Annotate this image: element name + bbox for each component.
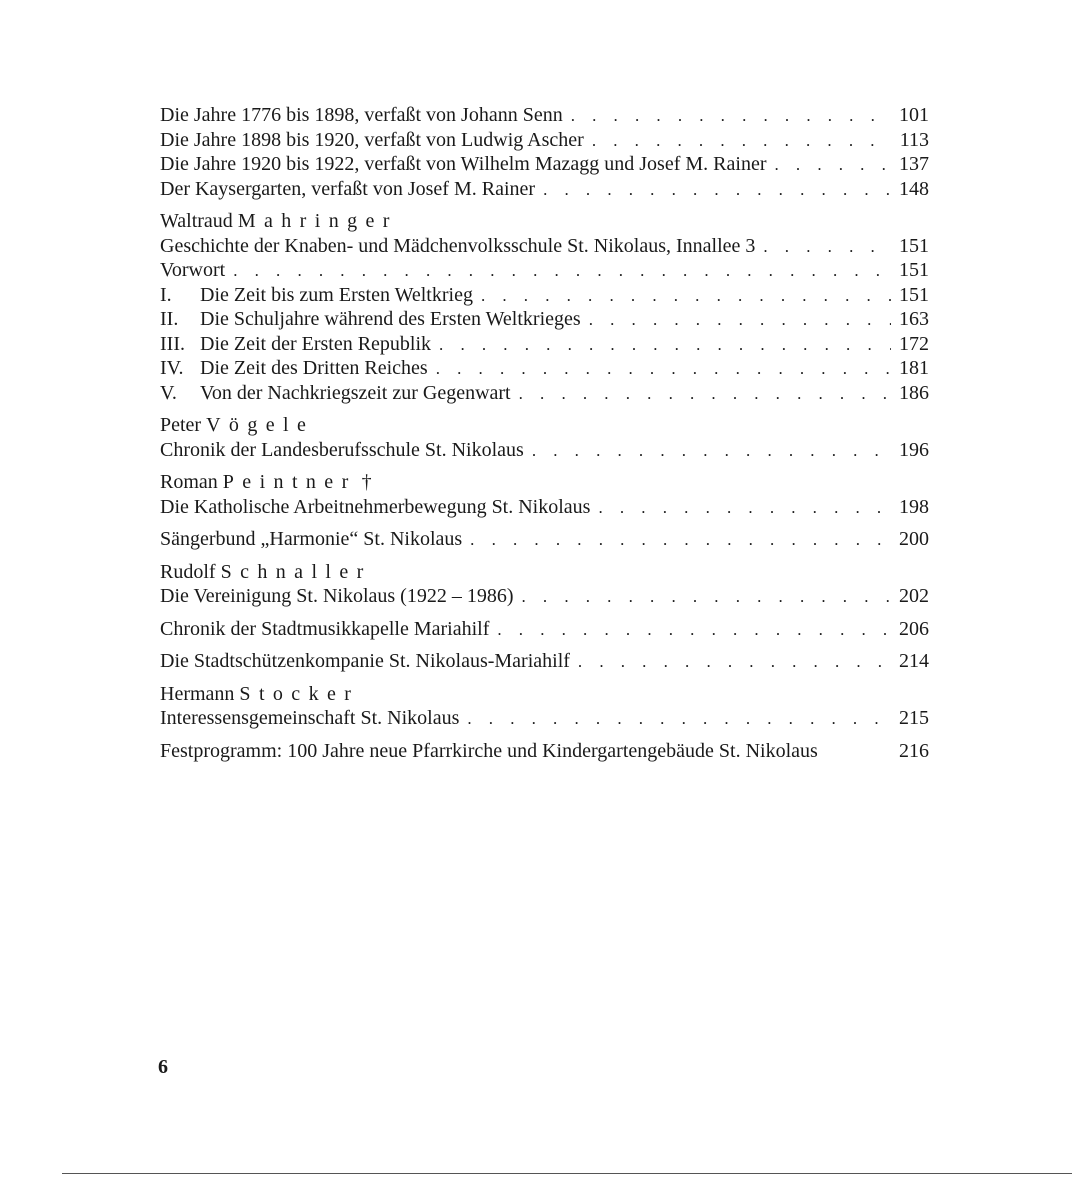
entry-page-number: 196 bbox=[899, 438, 929, 461]
entry-title: Sängerbund „Harmonie“ St. Nikolaus bbox=[160, 528, 463, 550]
toc-entry bbox=[160, 258, 929, 283]
entry-page-number: 113 bbox=[899, 128, 929, 151]
dot-leader bbox=[467, 707, 891, 732]
dot-leader bbox=[470, 528, 891, 553]
entry-page-number: 151 bbox=[899, 283, 929, 306]
dot-leader bbox=[589, 308, 891, 333]
author-line bbox=[160, 682, 929, 707]
entry-title: Die Vereinigung St. Nikolaus (1922 – 1986) bbox=[160, 585, 514, 607]
toc-entry bbox=[160, 438, 929, 463]
entry-page-number: 214 bbox=[899, 650, 929, 672]
entry-page-number: 151 bbox=[899, 234, 929, 257]
entry-title: Die Stadtschützenkompanie St. Nikolaus-Mariahilf bbox=[160, 650, 570, 672]
toc-block bbox=[160, 103, 929, 201]
chapter-number: IV. bbox=[160, 357, 184, 379]
chapter-number: V. bbox=[160, 381, 177, 404]
dot-leader bbox=[481, 284, 891, 309]
entry-page-number: 206 bbox=[899, 617, 929, 640]
entry-page-number: 202 bbox=[899, 585, 929, 607]
entry-title: Chronik der Landesberufsschule St. Nikolaus bbox=[160, 438, 524, 461]
author-first-name: Rudolf bbox=[160, 560, 221, 583]
entry-page-number: 163 bbox=[899, 308, 929, 330]
toc-entry bbox=[160, 584, 929, 609]
author-surname: Peintner bbox=[222, 471, 357, 493]
toc-block bbox=[160, 682, 929, 731]
author-first-name: Roman bbox=[160, 471, 223, 493]
dot-leader bbox=[519, 382, 891, 407]
chapter-number: II. bbox=[160, 308, 179, 330]
author-first-name: Waltraud bbox=[160, 210, 238, 232]
toc-block bbox=[160, 560, 929, 609]
author-first-name: Hermann bbox=[160, 682, 240, 705]
toc-entry bbox=[160, 234, 929, 259]
toc-entry bbox=[160, 706, 929, 731]
entry-title: Die Katholische Arbeitnehmerbewegung St. Nikolaus bbox=[160, 495, 591, 518]
dot-leader bbox=[439, 333, 891, 358]
bottom-rule bbox=[62, 1173, 1072, 1174]
table-of-contents bbox=[160, 103, 929, 771]
author-surname: Vögele bbox=[206, 414, 315, 436]
entry-page-number: 148 bbox=[899, 177, 929, 200]
dot-leader bbox=[763, 235, 891, 260]
entry-page-number: 198 bbox=[899, 495, 929, 518]
toc-block bbox=[160, 527, 929, 552]
toc-entry bbox=[160, 739, 929, 764]
toc-entry bbox=[160, 307, 929, 332]
entry-page-number: 200 bbox=[899, 528, 929, 550]
dot-leader bbox=[774, 153, 891, 178]
author-line bbox=[160, 413, 929, 438]
toc-block bbox=[160, 470, 929, 519]
dot-leader bbox=[592, 129, 891, 154]
dot-leader bbox=[571, 104, 891, 129]
entry-title: Chronik der Stadtmusikkapelle Mariahilf bbox=[160, 617, 490, 640]
entry-page-number: 172 bbox=[899, 332, 929, 355]
entry-title: Von der Nachkriegszeit zur Gegenwart bbox=[200, 381, 511, 404]
author-surname: Schnaller bbox=[220, 560, 372, 583]
entry-title: Die Jahre 1920 bis 1922, verfaßt von Wilhelm Mazagg und Josef M. Rainer bbox=[160, 153, 767, 175]
entry-page-number: 216 bbox=[899, 739, 929, 762]
toc-entry bbox=[160, 152, 929, 177]
dot-leader bbox=[233, 259, 891, 284]
toc-block bbox=[160, 617, 929, 642]
author-first-name: Peter bbox=[160, 414, 207, 436]
entry-page-number: 181 bbox=[899, 357, 929, 379]
toc-entry bbox=[160, 381, 929, 406]
toc-entry bbox=[160, 177, 929, 202]
entry-title: Die Jahre 1898 bis 1920, verfaßt von Ludwig Ascher bbox=[160, 128, 584, 151]
toc-entry bbox=[160, 332, 929, 357]
author-surname: Mahringer bbox=[237, 210, 398, 232]
chapter-number: I. bbox=[160, 283, 172, 306]
entry-page-number: 215 bbox=[899, 707, 929, 729]
entry-title: Geschichte der Knaben- und Mädchenvolksschule St. Nikolaus, Innallee 3 bbox=[160, 234, 756, 257]
toc-block bbox=[160, 413, 929, 462]
toc-entry bbox=[160, 649, 929, 674]
toc-entry bbox=[160, 356, 929, 381]
toc-entry bbox=[160, 527, 929, 552]
entry-page-number: 186 bbox=[899, 381, 929, 404]
entry-title: Die Zeit des Dritten Reiches bbox=[200, 357, 428, 379]
dot-leader bbox=[543, 178, 891, 203]
page-number: 6 bbox=[158, 1056, 168, 1078]
toc-entry bbox=[160, 617, 929, 642]
entry-title: Interessensgemeinschaft St. Nikolaus bbox=[160, 707, 460, 729]
toc-block bbox=[160, 209, 929, 405]
author-surname: Stocker bbox=[239, 682, 360, 705]
toc-entry bbox=[160, 103, 929, 128]
entry-page-number: 151 bbox=[899, 259, 929, 281]
entry-title: Der Kaysergarten, verfaßt von Josef M. Rainer bbox=[160, 177, 536, 200]
dot-leader bbox=[578, 650, 891, 675]
dot-leader bbox=[598, 496, 891, 521]
entry-title: Vorwort bbox=[160, 259, 226, 281]
chapter-number: III. bbox=[160, 332, 185, 355]
dot-leader bbox=[436, 357, 891, 382]
entry-title: Die Zeit der Ersten Republik bbox=[200, 332, 432, 355]
toc-block bbox=[160, 739, 929, 764]
dot-leader bbox=[532, 439, 891, 464]
author-line bbox=[160, 470, 929, 495]
entry-title: Die Schuljahre während des Ersten Weltkrieges bbox=[200, 308, 581, 330]
toc-block bbox=[160, 649, 929, 674]
entry-title: Die Zeit bis zum Ersten Weltkrieg bbox=[200, 283, 473, 306]
dot-leader bbox=[522, 585, 892, 610]
entry-title: Die Jahre 1776 bis 1898, verfaßt von Johann Senn bbox=[160, 104, 563, 126]
author-line bbox=[160, 560, 929, 585]
toc-entry bbox=[160, 495, 929, 520]
dot-leader bbox=[497, 618, 891, 643]
toc-entry bbox=[160, 283, 929, 308]
entry-page-number: 101 bbox=[899, 104, 929, 126]
deceased-mark: † bbox=[356, 471, 372, 493]
toc-entry bbox=[160, 128, 929, 153]
entry-title: Festprogramm: 100 Jahre neue Pfarrkirche und Kindergartengebäude St. Nikolaus bbox=[160, 739, 818, 762]
entry-page-number: 137 bbox=[899, 153, 929, 175]
author-line bbox=[160, 209, 929, 234]
